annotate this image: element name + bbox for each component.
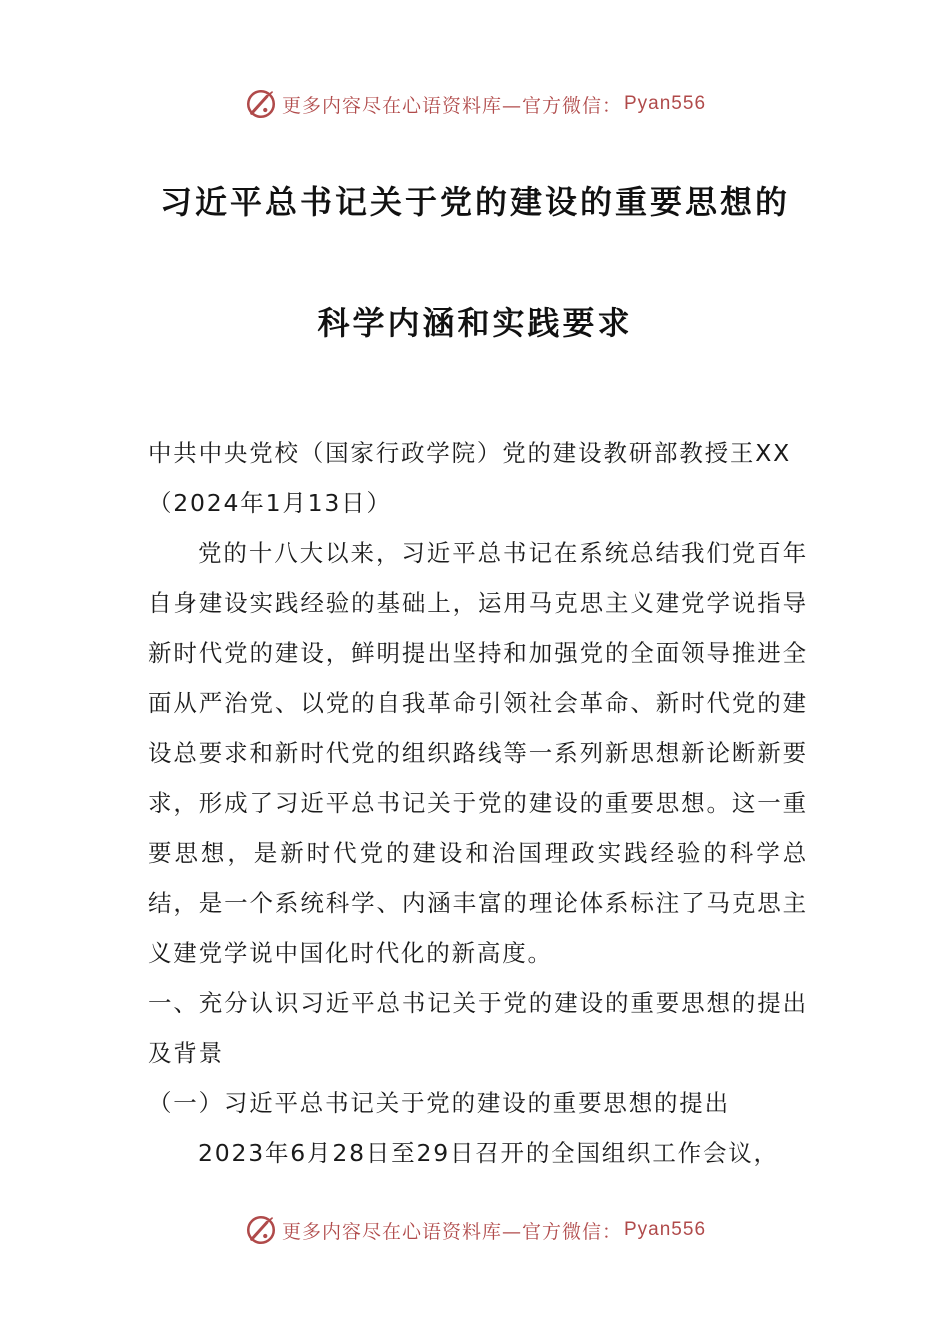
document-body (148, 428, 808, 1178)
brush-circle-logo-icon (244, 1213, 278, 1247)
paragraph-2: 2023年6月28日至29日召开的全国组织工作会议， (198, 1139, 779, 1167)
author-line: 中共中央党校（国家行政学院）党的建设教研部教授王XX (148, 439, 791, 467)
paragraph-intro: 党的十八大以来，习近平总书记在系统总结我们党百年自身建设实践经验的基础上，运用马克思主义建党学说指导新时代党的建设，鲜明提出坚持和加强党的全面领导推进全面从严治党、以党的自我革命引领社会革命、新时代党的建设总要求和新时代党的组织路线等一系列新思想新论断新要求，形成了习近平总书记关于党的建设的重要思想。这一重要思想，是新时代党的建设和治国理政实践经验的科学总结，是一个系统科学、内涵丰富的理论体系标注了马克思主义建党学说中国化时代化的新高度。 (148, 539, 808, 967)
document-title-line1: 习近平总书记关于党的建设的重要思想的 (159, 183, 790, 221)
watermark-account: Pyan556 (624, 93, 707, 114)
section-heading: 一、充分认识习近平总书记关于党的建设的重要思想的提出及背景 (148, 989, 808, 1067)
date-line: （2024年1月13日） (148, 489, 392, 517)
watermark-text: 更多内容尽在心语资料库—官方微信： (281, 94, 622, 117)
watermark-text: 更多内容尽在心语资料库—官方微信： (281, 1220, 622, 1243)
watermark-banner-top (0, 84, 950, 124)
brush-circle-logo-icon (244, 87, 278, 121)
document-title-line2: 科学内涵和实践要求 (317, 304, 633, 342)
watermark-banner-bottom (0, 1210, 950, 1250)
watermark-account: Pyan556 (624, 1219, 707, 1240)
subsection-heading: （一）习近平总书记关于党的建设的重要思想的提出 (148, 1089, 730, 1117)
